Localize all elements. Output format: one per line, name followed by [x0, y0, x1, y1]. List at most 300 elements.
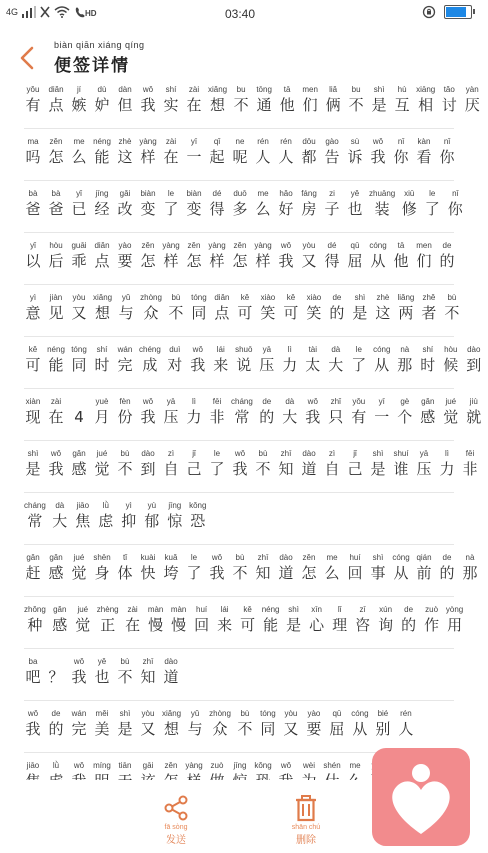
char-cell	[442, 396, 460, 427]
hanzi: 与	[187, 720, 203, 738]
hanzi: 前	[416, 564, 432, 582]
note-line-text	[24, 240, 461, 271]
hanzi: 怎	[232, 252, 248, 270]
char-cell	[258, 396, 276, 427]
char-cell	[116, 396, 134, 427]
hanzi: 在	[48, 408, 64, 426]
hanzi: 不	[348, 96, 364, 114]
hanzi: 知	[255, 564, 271, 582]
note-line	[24, 180, 463, 233]
pinyin: huí	[349, 553, 361, 562]
note-line-text	[24, 396, 488, 427]
pinyin: de	[332, 293, 342, 302]
char-cell	[24, 292, 42, 323]
pinyin: dào	[279, 553, 293, 562]
pinyin: dà	[285, 397, 295, 406]
char-cell	[327, 396, 345, 427]
char-cell	[208, 552, 226, 583]
char-cell	[185, 240, 203, 271]
pinyin: gǎn	[26, 553, 40, 562]
delete-label: 删除	[296, 835, 316, 846]
char-cell	[74, 604, 92, 635]
hanzi: 好	[278, 200, 294, 218]
hanzi: 力	[186, 408, 202, 426]
hanzi: 乖	[71, 252, 87, 270]
pinyin: wǒ	[142, 397, 154, 406]
pinyin: shì	[119, 709, 131, 718]
hanzi: 我	[232, 460, 248, 478]
hanzi: 在	[186, 96, 202, 114]
char-cell	[139, 188, 157, 219]
char-cell	[70, 708, 88, 739]
char-cell	[47, 708, 65, 739]
hanzi: 那	[397, 356, 413, 374]
char-cell	[354, 604, 372, 635]
pinyin: kě	[240, 293, 250, 302]
pinyin: yī	[378, 397, 385, 406]
hanzi: 我	[25, 720, 41, 738]
pinyin: xīn	[311, 605, 322, 614]
char-cell	[232, 84, 250, 115]
pinyin: tā	[397, 241, 405, 250]
char-cell	[117, 292, 135, 323]
pinyin: le	[213, 449, 221, 458]
pinyin: shì	[27, 449, 39, 458]
pinyin: le	[429, 189, 436, 198]
status-time: 03:40	[224, 7, 256, 21]
char-cell	[70, 448, 88, 479]
hanzi: 是	[370, 460, 386, 478]
delete-button[interactable]	[276, 794, 336, 846]
page-title-pinyin: biàn qiān xiáng qíng	[54, 40, 145, 50]
pinyin: yòu	[302, 241, 316, 250]
char-cell	[254, 448, 272, 479]
pinyin: shēn	[93, 553, 111, 562]
char-cell	[24, 188, 42, 219]
char-cell	[262, 604, 280, 635]
pinyin: yòu	[72, 293, 86, 302]
pinyin: bù	[171, 293, 181, 302]
hanzi: 诉	[347, 148, 363, 166]
hanzi: 样	[163, 252, 179, 270]
char-cell	[461, 448, 479, 479]
char-cell	[93, 344, 111, 375]
char-cell	[139, 240, 157, 271]
char-cell	[393, 84, 411, 115]
hanzi: 的	[48, 720, 64, 738]
char-cell	[97, 500, 115, 531]
note-line	[24, 544, 478, 597]
char-cell	[186, 708, 204, 739]
char-cell	[97, 604, 119, 635]
hanzi: 两	[398, 304, 414, 322]
char-cell	[208, 448, 226, 479]
pinyin: diǎn	[214, 293, 230, 302]
hanzi: 又	[71, 304, 87, 322]
page-title	[54, 40, 145, 76]
hanzi: 点	[214, 304, 230, 322]
pinyin: dà	[331, 345, 341, 354]
pinyin: wǒ	[73, 657, 85, 666]
hanzi: 你	[439, 148, 455, 166]
pinyin: lái	[216, 345, 225, 354]
char-cell	[231, 188, 249, 219]
char-cell	[258, 344, 276, 375]
char-cell	[47, 84, 65, 115]
char-cell	[323, 240, 341, 271]
pinyin: duì	[169, 345, 181, 354]
pinyin: yàng	[254, 241, 272, 250]
hanzi: 惊	[167, 512, 183, 530]
hanzi: 怎	[140, 252, 156, 270]
pinyin: le	[190, 553, 198, 562]
hanzi: 大	[328, 356, 344, 374]
hanzi: 同	[71, 356, 87, 374]
note-line	[24, 232, 454, 285]
char-cell	[185, 188, 203, 219]
char-cell	[442, 344, 460, 375]
hanzi: 一	[186, 148, 202, 166]
hanzi: 笑	[306, 304, 322, 322]
char-cell	[369, 448, 387, 479]
hanzi: 又	[283, 720, 299, 738]
note-line	[24, 336, 482, 389]
char-cell	[282, 292, 300, 323]
pinyin: kuǎ	[164, 553, 178, 562]
pinyin: jué	[73, 553, 85, 562]
char-cell	[70, 396, 88, 427]
char-cell	[93, 136, 111, 167]
pinyin: tǐ	[123, 553, 127, 562]
hanzi: 不	[117, 668, 133, 686]
char-cell	[70, 136, 88, 167]
pinyin: zī	[359, 605, 366, 614]
hanzi: 讨	[441, 96, 457, 114]
hanzi: 屈	[347, 252, 363, 270]
char-cell	[370, 84, 388, 115]
hanzi: 只	[328, 408, 344, 426]
char-cell	[254, 136, 272, 167]
char-cell	[167, 292, 185, 323]
hanzi: 是	[286, 616, 302, 634]
char-cell	[47, 552, 65, 583]
trash-icon	[292, 794, 320, 822]
pinyin: kě	[28, 345, 38, 354]
hanzi: 感	[71, 460, 87, 478]
hanzi: 用	[447, 616, 463, 634]
char-cell	[438, 448, 456, 479]
back-arrow-icon[interactable]	[14, 44, 42, 72]
note-content[interactable]	[0, 82, 480, 772]
pinyin: shí	[422, 345, 434, 354]
hanzi: 众	[212, 720, 228, 738]
pinyin: hù	[397, 85, 407, 94]
pinyin: yì	[29, 293, 37, 302]
hanzi: 回	[194, 616, 210, 634]
char-cell	[300, 552, 318, 583]
hanzi: 子	[324, 200, 340, 218]
char-cell	[304, 344, 322, 375]
pinyin: bié	[377, 709, 389, 718]
pinyin: yàn	[465, 85, 479, 94]
hanzi: 道	[278, 564, 294, 582]
note-line-text	[24, 656, 185, 687]
hanzi: 到	[466, 356, 482, 374]
pinyin: diǎn	[48, 85, 64, 94]
pinyin: xiāng	[416, 85, 436, 94]
delete-pinyin: shān chú	[291, 824, 321, 831]
pinyin: cóng	[392, 553, 410, 562]
char-cell	[392, 240, 410, 271]
char-cell	[231, 136, 249, 167]
hanzi: 大	[52, 512, 68, 530]
send-button[interactable]	[146, 794, 206, 846]
hanzi: 要	[117, 252, 133, 270]
hanzi: 咨	[355, 616, 371, 634]
pinyin: wǒ	[234, 449, 246, 458]
hanzi: 但	[117, 96, 133, 114]
note-line-text	[24, 604, 469, 635]
hanzi: 改	[117, 200, 133, 218]
pinyin: wǒ	[142, 85, 154, 94]
char-cell	[116, 188, 134, 219]
char-cell	[208, 240, 226, 271]
pinyin: yǔ	[121, 293, 131, 302]
char-cell	[373, 396, 391, 427]
hanzi: 感	[52, 616, 68, 634]
pinyin: liǎ	[329, 85, 338, 94]
pinyin: zài	[188, 85, 200, 94]
hanzi: 也	[347, 200, 363, 218]
hanzi: 非	[209, 408, 225, 426]
pinyin: zì	[328, 449, 336, 458]
pinyin: de	[404, 605, 414, 614]
hanzi: 虑	[98, 512, 114, 530]
pinyin: fèn	[119, 397, 131, 406]
note-line-text	[24, 448, 484, 479]
char-cell	[323, 552, 341, 583]
char-cell	[93, 552, 111, 583]
char-cell	[140, 292, 162, 323]
hanzi: 完	[117, 356, 133, 374]
hanzi: 可	[240, 616, 256, 634]
pinyin: guāi	[71, 241, 87, 250]
pinyin: gào	[325, 137, 339, 146]
char-cell	[70, 344, 88, 375]
char-cell	[346, 552, 364, 583]
char-cell	[374, 292, 392, 323]
hanzi: 觉	[94, 460, 110, 478]
char-cell	[438, 136, 456, 167]
hanzi: 个	[397, 408, 413, 426]
floating-heart-badge[interactable]	[372, 748, 470, 846]
char-cell	[208, 188, 226, 219]
char-cell	[162, 188, 180, 219]
hanzi: 见	[48, 304, 64, 322]
hanzi: 觉	[443, 408, 459, 426]
char-cell	[465, 396, 483, 427]
note-line	[24, 596, 464, 649]
char-cell	[324, 84, 342, 115]
hanzi: 变	[140, 200, 156, 218]
hanzi: 可	[25, 356, 41, 374]
hanzi: 知	[140, 668, 156, 686]
hanzi: 自	[324, 460, 340, 478]
pinyin: màn	[170, 605, 187, 614]
hanzi: 俩	[325, 96, 341, 114]
pinyin: zài	[50, 397, 62, 406]
hanzi: 月	[94, 408, 110, 426]
pinyin: hòu	[49, 241, 63, 250]
note-line	[24, 700, 454, 753]
pinyin: zhòng	[140, 293, 162, 302]
svg-text:HD: HD	[85, 9, 97, 18]
hanzi: 身	[94, 564, 110, 582]
char-cell	[369, 240, 387, 271]
pinyin: yàng	[185, 761, 203, 770]
hanzi: 大	[282, 408, 298, 426]
pinyin: yào	[118, 241, 132, 250]
status-right	[422, 5, 472, 19]
pinyin: dé	[327, 241, 337, 250]
char-cell	[255, 84, 273, 115]
hanzi: 修	[401, 200, 417, 218]
pinyin: zì	[167, 449, 175, 458]
pinyin: kě	[243, 605, 252, 614]
note-line-text	[24, 344, 488, 375]
pinyin: wǒ	[280, 241, 292, 250]
pinyin: zài	[127, 605, 138, 614]
char-cell	[282, 708, 300, 739]
pinyin: wán	[117, 345, 133, 354]
hanzi: 装	[374, 200, 390, 218]
pinyin: dà	[55, 501, 65, 510]
char-cell	[461, 552, 479, 583]
pinyin: chéng	[139, 345, 161, 354]
char-cell	[24, 344, 42, 375]
char-cell	[162, 84, 180, 115]
hanzi: 现	[25, 408, 41, 426]
pinyin: yuè	[95, 397, 109, 406]
hanzi: 从	[370, 252, 386, 270]
char-cell	[93, 292, 112, 323]
pinyin: xiǎng	[162, 709, 182, 718]
char-cell	[281, 344, 299, 375]
pinyin: yā	[166, 397, 176, 406]
char-cell	[120, 500, 138, 531]
hanzi: 意	[25, 304, 41, 322]
hanzi: 压	[259, 356, 275, 374]
pinyin: xún	[379, 605, 393, 614]
pinyin: jiāo	[76, 501, 90, 510]
pinyin: yì	[125, 501, 132, 510]
char-cell	[254, 188, 272, 219]
pinyin: dàn	[118, 85, 132, 94]
char-cell	[162, 396, 180, 427]
char-cell	[301, 84, 319, 115]
char-cell	[93, 84, 111, 115]
pinyin: xiū	[404, 189, 415, 198]
char-cell	[285, 604, 303, 635]
hanzi: 我	[370, 148, 386, 166]
pinyin: zhè	[376, 293, 390, 302]
pinyin: wán	[71, 709, 87, 718]
pinyin: duō	[233, 189, 247, 198]
pinyin: hòu	[444, 345, 458, 354]
hanzi: 觉	[75, 616, 91, 634]
char-cell	[47, 188, 65, 219]
char-cell	[70, 84, 88, 115]
char-cell	[373, 344, 391, 375]
char-cell	[190, 292, 208, 323]
hanzi: 了	[209, 460, 225, 478]
pinyin: dé	[212, 189, 222, 198]
pinyin: yā	[419, 449, 429, 458]
pinyin: yàng	[162, 241, 180, 250]
pinyin: bù	[258, 449, 268, 458]
pinyin: shuí	[393, 449, 409, 458]
pinyin: huí	[196, 605, 208, 614]
hanzi: 后	[48, 252, 64, 270]
hanzi: 吗	[25, 148, 41, 166]
pinyin: rén	[257, 137, 269, 146]
pinyin: cóng	[369, 241, 387, 250]
pinyin: jiù	[469, 397, 478, 406]
pinyin: màn	[147, 605, 164, 614]
pinyin: tài	[308, 345, 318, 354]
pinyin: bù	[235, 553, 245, 562]
char-cell	[189, 344, 207, 375]
pinyin: le	[355, 345, 362, 354]
hanzi: 时	[420, 356, 436, 374]
pinyin: yǒu	[26, 85, 40, 94]
pinyin: zhī	[142, 657, 154, 666]
pinyin: nà	[465, 553, 475, 562]
hanzi: 他	[279, 96, 295, 114]
char-cell	[24, 136, 42, 167]
hanzi: 起	[209, 148, 225, 166]
send-label: 发送	[166, 835, 186, 846]
heart-person-icon	[372, 748, 470, 846]
char-cell	[139, 448, 157, 479]
char-cell	[116, 84, 134, 115]
pinyin: qū	[332, 709, 342, 718]
pinyin: biàn	[140, 189, 156, 198]
pinyin: fáng	[301, 189, 317, 198]
pinyin: yǐ	[30, 241, 36, 250]
pinyin: zhǒng	[24, 605, 46, 614]
hanzi: 知	[278, 460, 294, 478]
hanzi: 又	[301, 252, 317, 270]
char-cell	[51, 500, 69, 531]
pinyin: cháng	[231, 397, 253, 406]
hanzi: 人	[255, 148, 271, 166]
hanzi: 感	[48, 564, 64, 582]
pinyin: dào	[302, 449, 316, 458]
hanzi: 候	[443, 356, 459, 374]
hanzi: 从	[352, 720, 368, 738]
pinyin: dào	[164, 657, 178, 666]
pinyin: shì	[373, 85, 385, 94]
pinyin: nà	[400, 345, 410, 354]
pinyin: yǐ	[76, 189, 82, 198]
hanzi: 能	[48, 356, 64, 374]
hanzi: 们	[416, 252, 432, 270]
hanzi: 你	[447, 200, 463, 218]
char-cell	[416, 84, 435, 115]
char-cell	[93, 708, 111, 739]
char-cell	[70, 240, 88, 271]
